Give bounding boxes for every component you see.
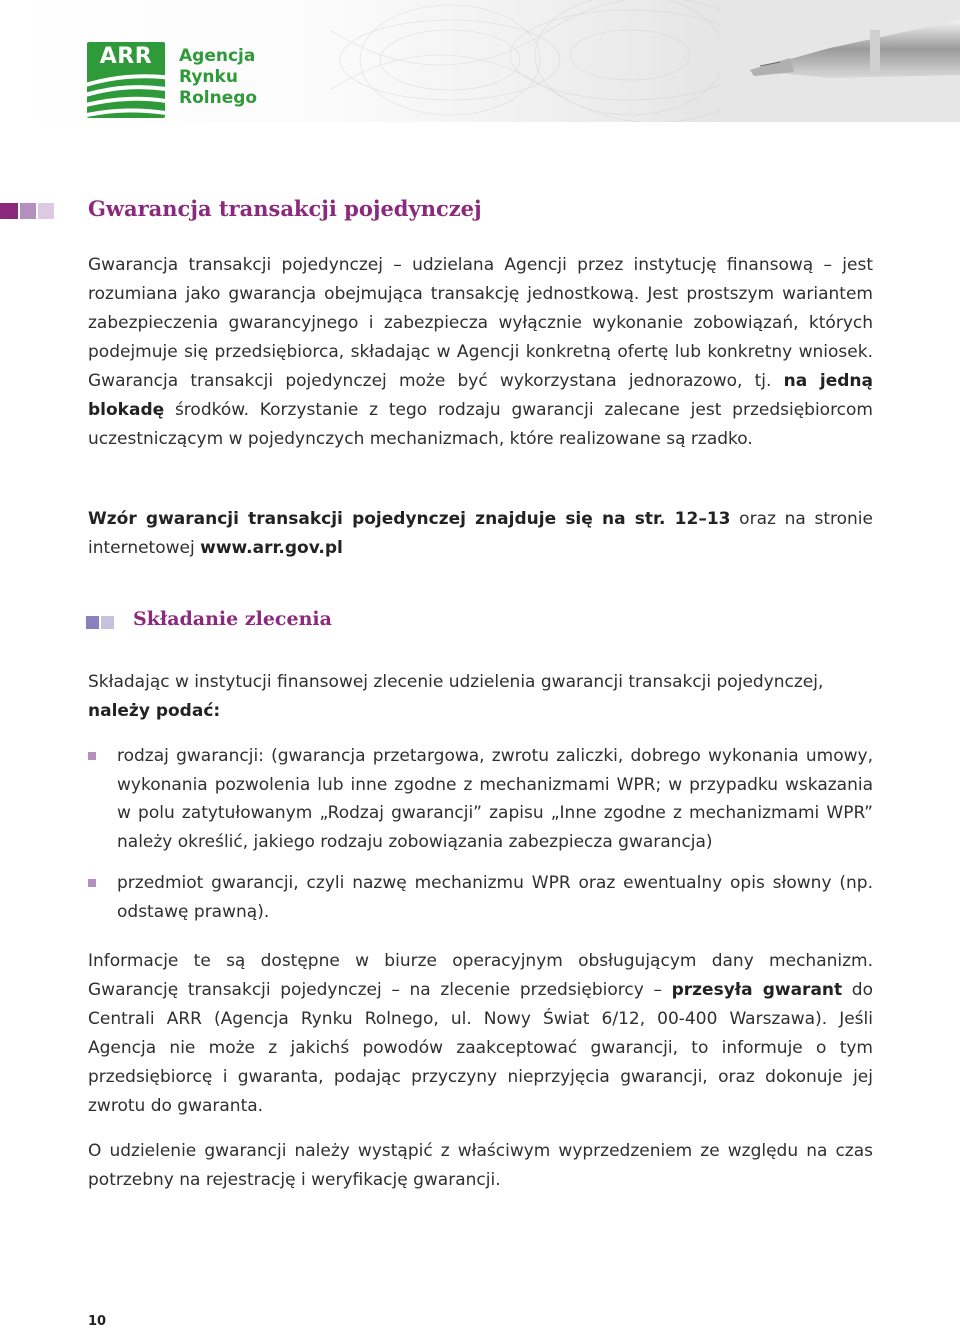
bullet-square-icon: [88, 879, 96, 887]
fountain-pen-image: [720, 0, 960, 122]
bullet-square-icon: [88, 752, 96, 760]
paragraph-definition: [88, 251, 873, 454]
text-run: Informacje te są dostępne w biurze operacyjnym obsługującym dany mechanizm. Gwarancję transakcji pojedynczej – na zlecenie przedsiębiorcy –: [88, 951, 873, 1000]
section-marker-square: [38, 203, 54, 219]
paragraph-availability: [88, 947, 873, 1121]
list-item-text: rodzaj gwarancji: (gwarancja przetargowa, zwrotu zaliczki, dobrego wykonania umowy, wykonania pozwolenia lub inne zgodne z mechanizmami WPR; w przypadku wskazania w polu zatytułowanym „Rodzaj gwarancji” zapisu „Inne zgodne z mechanizmami WPR” należy określić, jakiego rodzaju zobowiązania zabezpiecza gwarancja): [117, 746, 873, 852]
section-marker-square: [101, 616, 114, 629]
text-run: środków. Korzystanie z tego rodzaju gwarancji zalecane jest przedsiębiorcom uczestniczącym w pojedynczych mechanizmach, które realizowane są rzadko.: [88, 400, 873, 449]
list-item: [88, 742, 873, 856]
bold-text: Wzór gwarancji transakcji pojedynczej znajduje się na str. 12–13: [88, 509, 731, 529]
logo-line-3: Rolnego: [179, 88, 258, 108]
bullet-list: [88, 742, 873, 926]
subsection-title: Składanie zlecenia: [133, 608, 332, 630]
logo-line-1: Agencja: [179, 46, 256, 66]
arr-logo: [87, 42, 287, 122]
bold-text: należy podać:: [88, 701, 221, 721]
section-marker-square: [20, 203, 36, 219]
text-run: do Centrali ARR (Agencja Rynku Rolnego, ul. Nowy Świat 6/12, 00-400 Warszawa). Jeśli Agencja nie może z jakichś powodów zaakceptować gwarancji, to informuje o tym przedsiębiorcę i gwaranta, podając przyczyny nieprzyjęcia gwarancji, oraz dokonuje jej zwrotu do gwaranta.: [88, 980, 873, 1116]
paragraph-timing: O udzielenie gwarancji należy wystąpić z właściwym wyprzedzeniem ze względu na czas potrzebny na rejestrację i weryfikację gwarancji.: [88, 1141, 873, 1190]
bold-text: na jedną blokadę: [88, 371, 873, 420]
logo-abbreviation: ARR: [99, 44, 153, 69]
text-run: Gwarancja transakcji pojedynczej – udzielana Agencji przez instytucję finansową – jest rozumiana jako gwarancja obejmująca transakcję jednostkową. Jest prostszym wariantem zabezpieczenia gwarancyjnego i zabezpiecza wyłącznie wykonanie zobowiązań, których podejmuje się przedsiębiorca, składając w Agencji konkretną ofertę lub konkretny wniosek. Gwarancja transakcji pojedynczej może być wykorzystana jednorazowo, tj.: [88, 255, 873, 391]
paragraph-intro: [88, 668, 873, 726]
logo-line-2: Rynku: [179, 67, 238, 87]
guilloche-pattern: [330, 0, 780, 122]
page-number: 10: [88, 1314, 107, 1329]
text-run: Składając w instytucji finansowej zlecenie udzielenia gwarancji transakcji pojedynczej,: [88, 672, 824, 692]
bold-text: przesyła gwarant: [671, 980, 843, 1000]
logo-wordmark: [179, 46, 257, 109]
section-marker-square: [0, 203, 18, 219]
section-title: Gwarancja transakcji pojedynczej: [88, 196, 482, 221]
website-link[interactable]: www.arr.gov.pl: [200, 538, 343, 558]
section-marker-square: [86, 616, 99, 629]
text-run: oraz na stronie internetowej: [88, 509, 873, 558]
paragraph-template-reference: [88, 505, 873, 563]
list-item: [88, 869, 873, 926]
logo-emblem: [87, 42, 165, 118]
list-item-text: przedmiot gwarancji, czyli nazwę mechanizmu WPR oraz ewentualny opis słowny (np. odstawę prawną).: [117, 873, 873, 922]
field-stripes-icon: [87, 42, 165, 118]
